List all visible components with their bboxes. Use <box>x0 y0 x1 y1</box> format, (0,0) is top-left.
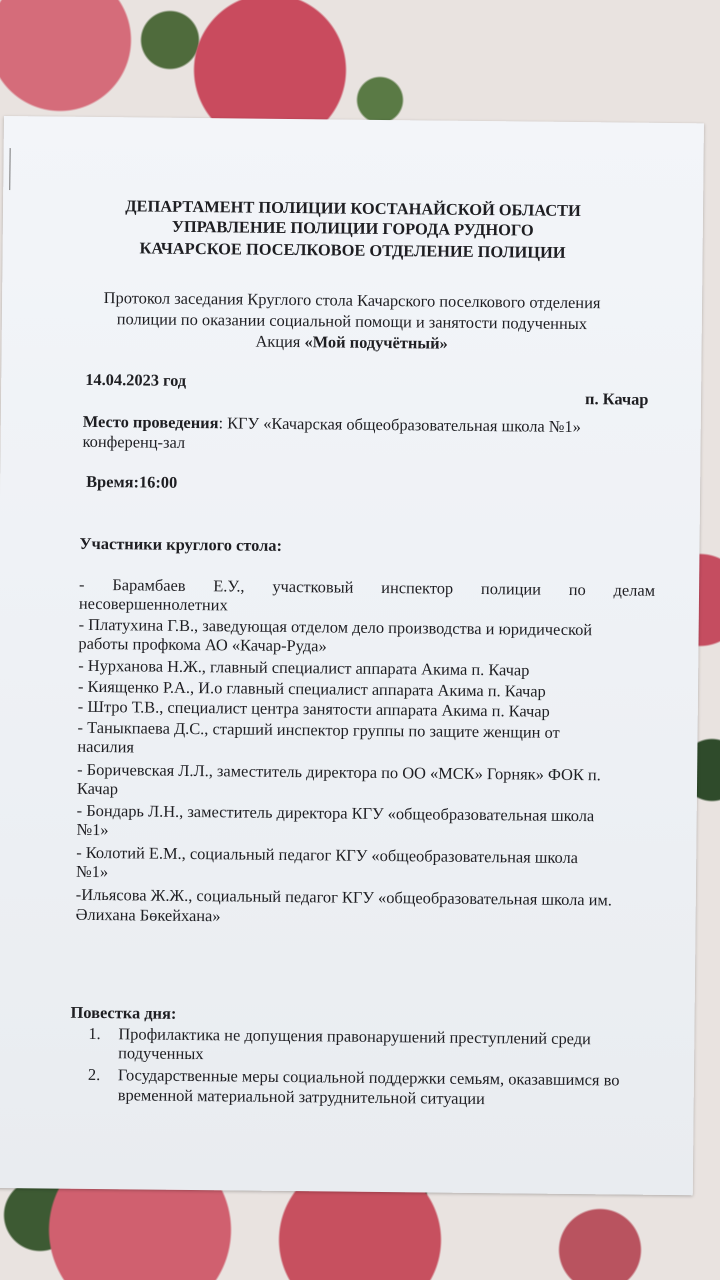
participant-line: насилия <box>77 736 135 757</box>
protocol-action-prefix: Акция <box>255 331 305 352</box>
participant-line: - Киященко Р.А., И.о главный специалист аппарата Акима п. Качар <box>77 676 546 701</box>
participant-line: - Бондарь Л.Н., заместитель директора КГУ «общеобразовательная школа <box>76 800 595 826</box>
time-value: 16:00 <box>138 472 178 492</box>
participant-line: - Колотий Е.М., социальный педагог КГУ «общеобразовательная школа <box>76 842 579 868</box>
venue-label: Место проведения <box>82 411 219 433</box>
protocol-line-1: Протокол заседания Круглого стола Качарского поселкового отделения <box>103 288 601 313</box>
participant-line: работы профкома АО «Качар-Руда» <box>78 633 327 656</box>
participant-line: - Нурханова Н.Ж., главный специалист аппарата Акима п. Качар <box>78 655 530 680</box>
participant-line: №1» <box>75 861 109 882</box>
agenda-text: Государственные меры социальной поддержки семьям, оказавшимся во <box>117 1065 620 1090</box>
agenda-item-2-cont: временной материальной затруднительной ситуации <box>117 1085 485 1109</box>
participant-line: -Ильясова Ж.Ж., социальный педагог КГУ «общеобразовательная школа им. <box>75 884 613 910</box>
participants-title: Участники круглого стола: <box>79 533 283 555</box>
participant-line: - Таныкпаева Д.С., старший инспектор группы по защите женщин от <box>77 717 560 742</box>
venue-value: : КГУ «Качарская общеобразовательная школа №1» <box>218 413 581 437</box>
document-page <box>0 116 704 1195</box>
participant-line: Әлихана Бөкейхана» <box>75 904 221 926</box>
agenda-number: 1. <box>88 1023 101 1044</box>
participant-line: - Боричевская Л.Л., заместитель директора по ОО «МСК» Горняк» ФОК п. <box>77 759 601 785</box>
protocol-action-name: «Мой подучётный» <box>304 332 448 353</box>
agenda-text: Профилактика не допущения правонарушений преступлений среди <box>118 1024 591 1049</box>
protocol-line-2: полиции по оказании социальной помощи и занятости подученных <box>116 309 588 334</box>
participant-line: - Платухина Г.В., заведующая отделом дело производства и юридической <box>78 614 593 640</box>
meeting-date: 14.04.2023 год <box>85 369 187 390</box>
header-line-1: ДЕПАРТАМЕНТ ПОЛИЦИИ КОСТАНАЙСКОЙ ОБЛАСТИ <box>125 196 581 221</box>
header-line-3: КАЧАРСКОЕ ПОСЕЛКОВОЕ ОТДЕЛЕНИЕ ПОЛИЦИИ <box>139 238 566 262</box>
agenda-title: Повестка дня: <box>70 1002 177 1023</box>
participant-line: несовершеннолетних <box>78 593 228 615</box>
agenda-number: 2. <box>87 1064 101 1085</box>
venue-line-2: конференц-зал <box>82 431 186 452</box>
participant-line: - Барамбаев Е.У., участковый инспектор полиции по делам <box>79 574 656 600</box>
meeting-place: п. Качар <box>584 389 649 409</box>
participant-line: №1» <box>76 819 109 840</box>
margin-mark <box>9 148 10 190</box>
participant-line: Качар <box>76 778 119 799</box>
protocol-action <box>2 330 702 355</box>
agenda-item-1-cont: подученных <box>118 1043 204 1064</box>
time-label: Время: <box>86 471 140 492</box>
participant-line: - Штро Т.В., специалист центра занятости аппарата Акима п. Качар <box>77 696 550 721</box>
header-line-2: УПРАВЛЕНИЕ ПОЛИЦИИ ГОРОДА РУДНОГО <box>171 216 534 240</box>
meeting-time <box>86 473 177 492</box>
